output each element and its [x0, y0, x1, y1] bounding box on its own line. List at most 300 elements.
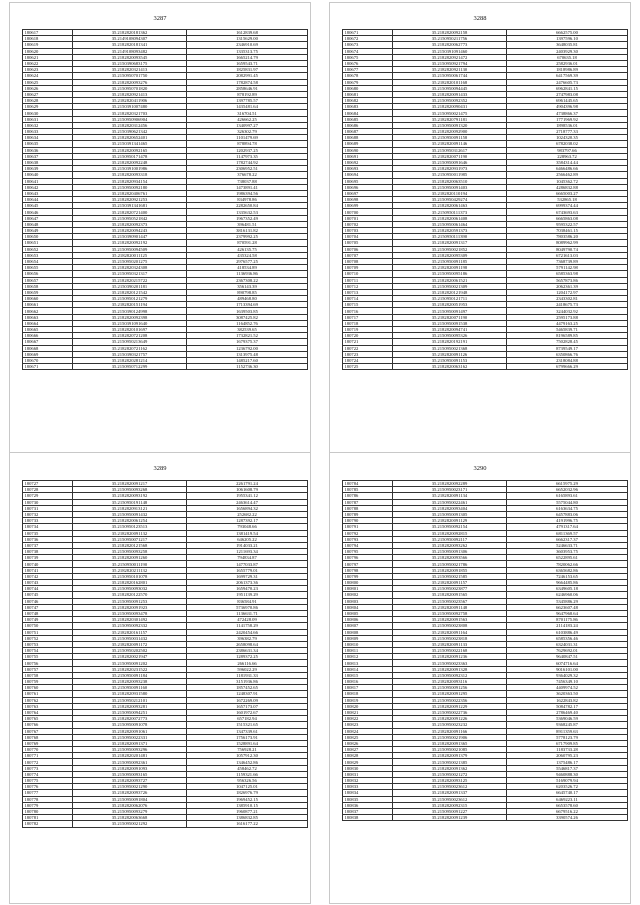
coordinate-cell: 35.2150950171478	[73, 153, 187, 159]
document-page	[329, 452, 631, 904]
coordinate-cell: 35.2182820091317	[393, 240, 507, 246]
row-id-cell: 180685	[343, 116, 393, 122]
value-cell: 376678.22	[187, 172, 308, 178]
coordinate-cell: 35.2182820093545	[73, 54, 187, 60]
value-cell: 6811369.57	[507, 530, 628, 536]
row-id-cell: 180661	[23, 302, 73, 308]
row-id-cell: 180657	[23, 277, 73, 283]
coordinate-cell: 35.2150950111373	[393, 209, 507, 215]
value-cell: 1771969.92	[507, 116, 628, 122]
coordinate-cell: 35.2150950121279	[73, 296, 187, 302]
coordinate-cell: 35.2182820091239	[393, 815, 507, 821]
row-id-cell: 180744	[23, 586, 73, 592]
coordinate-cell: 35.2150950023567	[393, 598, 507, 604]
row-id-cell: 180731	[23, 505, 73, 511]
row-id-cell: 180732	[23, 511, 73, 517]
row-id-cell: 180802	[343, 592, 393, 598]
coordinate-cell: 35.2150950093296	[73, 747, 187, 753]
coordinate-cell: 35.2182820093281	[73, 703, 187, 709]
coordinate-cell: 35.2150391091640	[73, 320, 187, 326]
coordinate-cell: 35.2150391341465	[73, 141, 187, 147]
coordinate-cell: 35.2150950094509	[73, 246, 187, 252]
coordinate-cell: 35.2150950906904	[73, 116, 187, 122]
row-id-cell: 180760	[23, 685, 73, 691]
coordinate-cell: 35.2182820092373	[73, 221, 187, 227]
row-id-cell: 180816	[343, 679, 393, 685]
row-id-cell: 180794	[343, 542, 393, 548]
value-cell: 458462.72	[187, 765, 308, 771]
value-cell: 382539.65	[187, 327, 308, 333]
row-id-cell: 180646	[23, 209, 73, 215]
value-cell: 6653578.60	[507, 802, 628, 808]
value-cell: 1826976.79	[187, 790, 308, 796]
coordinate-cell: 35.2182820091126	[393, 351, 507, 357]
coordinate-cell: 35.2182820092248	[73, 159, 187, 165]
coordinate-cell: 35.2182820181362	[73, 30, 187, 36]
value-cell: 6349605.18	[507, 586, 628, 592]
row-id-cell: 180812	[343, 654, 393, 660]
coordinate-cell: 35.2182820091337	[393, 790, 507, 796]
row-id-cell: 180693	[343, 166, 393, 172]
data-table	[342, 480, 628, 821]
row-id-cell: 180629	[23, 104, 73, 110]
row-id-cell: 180740	[23, 561, 73, 567]
coordinate-cell: 35.2182820921472	[393, 54, 507, 60]
coordinate-cell: 35.2182820063510	[393, 178, 507, 184]
value-cell: 228963.72	[507, 153, 628, 159]
row-id-cell: 180645	[23, 203, 73, 209]
coordinate-cell: 35.2150950092312	[393, 672, 507, 678]
row-id-cell: 180825	[343, 734, 393, 740]
row-id-cell: 180743	[23, 580, 73, 586]
coordinate-cell: 35.2150950023363	[393, 660, 507, 666]
coordinate-cell: 35.2150950021368	[393, 345, 507, 351]
row-id-cell: 180697	[343, 190, 393, 196]
value-cell: 756928.21	[187, 747, 308, 753]
value-cell: 6469223.11	[507, 796, 628, 802]
row-id-cell: 180741	[23, 567, 73, 573]
row-id-cell: 180671	[23, 364, 73, 370]
coordinate-cell: 35.2150391007480	[73, 104, 187, 110]
value-cell: 3087425.82	[187, 314, 308, 320]
row-id-cell: 180814	[343, 666, 393, 672]
value-cell: 6615975.29	[507, 481, 628, 487]
row-id-cell: 180647	[23, 215, 73, 221]
row-id-cell: 180719	[343, 327, 393, 333]
value-cell: 4738866.37	[507, 110, 628, 116]
row-id-cell: 180729	[23, 493, 73, 499]
row-id-cell: 180774	[23, 771, 73, 777]
value-cell: 6522895.61	[507, 555, 628, 561]
page-number: 3287	[153, 15, 167, 22]
coordinate-cell: 35.2182820095309	[393, 252, 507, 258]
row-id-cell: 180678	[343, 73, 393, 79]
coordinate-cell: 35.2182820061463	[393, 203, 507, 209]
row-id-cell: 180734	[23, 524, 73, 530]
row-id-cell: 180692	[343, 159, 393, 165]
row-id-cell: 180770	[23, 747, 73, 753]
value-cell: 3603953.75	[507, 549, 628, 555]
row-id-cell: 180780	[23, 808, 73, 814]
value-cell: 7502828.45	[507, 339, 628, 345]
row-id-cell: 180699	[343, 203, 393, 209]
coordinate-cell: 35.2182820931973	[393, 166, 507, 172]
coordinate-cell: 35.2182820093276	[73, 79, 187, 85]
value-cell: 4479163.25	[507, 320, 628, 326]
value-cell: 834978.86	[187, 197, 308, 203]
row-id-cell: 180706	[343, 246, 393, 252]
coordinate-cell: 35.2182820091133	[393, 641, 507, 647]
row-id-cell: 180795	[343, 549, 393, 555]
value-cell: 1147973.35	[187, 153, 308, 159]
value-cell: 6585356.46	[507, 635, 628, 641]
row-id-cell: 180736	[23, 536, 73, 542]
row-id-cell: 180717	[343, 314, 393, 320]
table-body	[343, 30, 628, 370]
value-cell: 4191996.75	[507, 518, 628, 524]
coordinate-cell: 35.2182820101697	[73, 327, 187, 333]
coordinate-cell: 35.2182820122570	[73, 592, 187, 598]
coordinate-cell: 35.2182820091148	[393, 604, 507, 610]
row-id-cell: 180686	[343, 122, 393, 128]
row-id-cell: 180636	[23, 147, 73, 153]
coordinate-cell: 35.2150950091256	[393, 685, 507, 691]
row-id-cell: 180813	[343, 660, 393, 666]
data-table	[22, 480, 308, 828]
coordinate-cell: 35.2150950022461	[393, 499, 507, 505]
value-cell: 1622843.82	[507, 697, 628, 703]
row-id-cell: 180668	[23, 345, 73, 351]
row-id-cell: 180628	[23, 98, 73, 104]
row-id-cell: 180752	[23, 635, 73, 641]
value-cell: 316704.51	[187, 110, 308, 116]
value-cell: 596022.29	[187, 666, 308, 672]
coordinate-cell: 35.2182820093192	[73, 493, 187, 499]
value-cell: 6665003.27	[507, 190, 628, 196]
coordinate-cell: 35.2150950093268	[73, 487, 187, 493]
value-cell: 426135.75	[187, 246, 308, 252]
value-cell: 396382.79	[187, 635, 308, 641]
coordinate-cell: 35.2150950011985	[393, 172, 507, 178]
coordinate-cell: 35.2182820211132	[73, 567, 187, 573]
value-cell: 1672269.09	[187, 697, 308, 703]
coordinate-cell: 35.2182820090431	[393, 104, 507, 110]
coordinate-cell: 35.2182820093726	[73, 790, 187, 796]
value-cell: 1340997.27	[187, 122, 308, 128]
coordinate-cell: 35.2182820301492	[73, 617, 187, 623]
coordinate-cell: 35.2150950712299	[73, 364, 187, 370]
value-cell: 4409974.52	[507, 685, 628, 691]
row-id-cell: 180791	[343, 524, 393, 530]
row-id-cell: 180643	[23, 190, 73, 196]
row-id-cell: 180787	[343, 499, 393, 505]
coordinate-cell: 35.2150390124998	[73, 308, 187, 314]
value-cell: 2595173.88	[507, 314, 628, 320]
value-cell: 1435481.64	[187, 104, 308, 110]
coordinate-cell: 35.2150950023612	[393, 796, 507, 802]
value-cell: 1986394.56	[187, 190, 308, 196]
coordinate-cell: 35.2150950093032	[73, 586, 187, 592]
row-id-cell: 180624	[23, 73, 73, 79]
value-cell: 1347339.61	[187, 728, 308, 734]
coordinate-cell: 35.2150950091320	[393, 122, 507, 128]
row-id-cell: 180782	[23, 821, 73, 827]
coordinate-cell: 35.2182820091217	[73, 481, 187, 487]
coordinate-cell: 35.2182820215722	[73, 277, 187, 283]
coordinate-cell: 35.2150950312617	[393, 147, 507, 153]
coordinate-cell: 35.2150950021786	[393, 561, 507, 567]
row-id-cell: 180824	[343, 728, 393, 734]
row-id-cell: 180654	[23, 258, 73, 264]
value-cell: 2786469.40	[507, 709, 628, 715]
value-cell: 5369046.59	[507, 716, 628, 722]
value-cell: 6645740.17	[507, 790, 628, 796]
value-cell: 326302.79	[187, 129, 308, 135]
value-cell: 418534.89	[187, 265, 308, 271]
coordinate-cell: 35.2150950201275	[73, 258, 187, 264]
row-id-cell: 180771	[23, 753, 73, 759]
coordinate-cell: 35.2182820162801	[73, 580, 187, 586]
row-id-cell: 180728	[23, 487, 73, 493]
row-id-cell: 180818	[343, 691, 393, 697]
row-id-cell: 180642	[23, 184, 73, 190]
value-cell: 1914033.21	[187, 542, 308, 548]
coordinate-cell: 35.2182820091132	[73, 530, 187, 536]
coordinate-cell: 35.2182820192191	[393, 339, 507, 345]
row-id-cell: 180707	[343, 252, 393, 258]
row-id-cell: 180801	[343, 586, 393, 592]
row-id-cell: 180790	[343, 518, 393, 524]
coordinate-cell: 35.2150950021585	[393, 573, 507, 579]
row-id-cell: 180662	[23, 308, 73, 314]
row-id-cell: 180826	[343, 740, 393, 746]
row-id-cell: 180682	[343, 98, 393, 104]
coordinate-cell: 35.2150950321317	[73, 271, 187, 277]
row-id-cell: 180704	[343, 234, 393, 240]
value-cell: 1057912.30	[187, 753, 308, 759]
row-id-cell: 180777	[23, 790, 73, 796]
row-id-cell: 180640	[23, 172, 73, 178]
coordinate-cell: 35.2150950092758	[393, 610, 507, 616]
value-cell: 6457883.06	[507, 511, 628, 517]
row-id-cell: 180815	[343, 672, 393, 678]
coordinate-cell: 35.2182820091134	[393, 493, 507, 499]
value-cell: 2346910.69	[187, 42, 308, 48]
value-cell: 2282650.84	[187, 203, 308, 209]
value-cell: 1656894.32	[187, 505, 308, 511]
coordinate-cell: 35.2182820091061	[73, 728, 187, 734]
coordinate-cell: 35.2182820201481	[73, 753, 187, 759]
document-page	[329, 2, 631, 454]
row-id-cell: 180626	[23, 85, 73, 91]
value-cell: 670635.18	[507, 54, 628, 60]
coordinate-cell: 35.2150950211756	[393, 36, 507, 42]
row-id-cell: 180819	[343, 697, 393, 703]
coordinate-cell: 35.2150390683175	[73, 60, 187, 66]
coordinate-cell: 35.2182820791181	[393, 116, 507, 122]
row-id-cell: 180683	[343, 104, 393, 110]
value-cell: 8049790.74	[507, 246, 628, 252]
value-cell: 1612839.68	[187, 30, 308, 36]
value-cell: 1335313.75	[187, 48, 308, 54]
row-id-cell: 180714	[343, 296, 393, 302]
row-id-cell: 180635	[23, 141, 73, 147]
coordinate-cell: 35.2150950022168	[393, 648, 507, 654]
coordinate-cell: 35.2182820281214	[73, 357, 187, 363]
row-id-cell: 180674	[343, 48, 393, 54]
row-id-cell: 180817	[343, 685, 393, 691]
row-id-cell: 180634	[23, 135, 73, 141]
value-cell: 2343302.81	[507, 296, 628, 302]
value-cell: 2718777.33	[507, 129, 628, 135]
row-id-cell: 180776	[23, 784, 73, 790]
row-id-cell: 180809	[343, 635, 393, 641]
coordinate-cell: 35.2150950095326	[393, 333, 507, 339]
coordinate-cell: 35.2182820934154	[73, 178, 187, 184]
row-id-cell: 180712	[343, 283, 393, 289]
row-id-cell: 180691	[343, 153, 393, 159]
value-cell: 6163634.75	[507, 505, 628, 511]
coordinate-cell: 35.2182820093116	[393, 679, 507, 685]
row-id-cell: 180721	[343, 339, 393, 345]
coordinate-cell: 35.2182820091166	[393, 728, 507, 734]
row-id-cell: 180827	[343, 747, 393, 753]
row-id-cell: 180789	[343, 511, 393, 517]
row-id-cell: 180775	[23, 778, 73, 784]
value-cell: 1756173.91	[187, 734, 308, 740]
coordinate-cell: 35.2150950023818	[393, 635, 507, 641]
coordinate-cell: 35.2149108093482	[73, 48, 187, 54]
coordinate-cell: 35.2150950021852	[393, 246, 507, 252]
row-id-cell: 180673	[343, 42, 393, 48]
row-id-cell: 180684	[343, 110, 393, 116]
coordinate-cell: 35.2150950091185	[393, 258, 507, 264]
value-cell: 1969452.15	[187, 796, 308, 802]
value-cell: 1287392.17	[187, 518, 308, 524]
value-cell: 5736970.86	[187, 604, 308, 610]
coordinate-cell: 35.2182820093566	[393, 555, 507, 561]
coordinate-cell: 35.2150950213649	[73, 339, 187, 345]
coordinate-cell: 35.2150950191148	[73, 499, 187, 505]
value-cell: 7820062.66	[507, 561, 628, 567]
value-cell: 870591.28	[187, 240, 308, 246]
value-cell: 6350866.76	[507, 351, 628, 357]
value-cell: 738037.88	[187, 178, 308, 184]
row-id-cell: 180633	[23, 129, 73, 135]
value-cell: 1967352.49	[187, 215, 308, 221]
table-row	[23, 364, 308, 370]
coordinate-cell: 35.2182820094741	[393, 327, 507, 333]
coordinate-cell: 35.2150390321757	[73, 351, 187, 357]
value-cell: 5246633.71	[507, 542, 628, 548]
row-id-cell: 180648	[23, 221, 73, 227]
value-cell: 2420454.66	[187, 629, 308, 635]
row-id-cell: 180687	[343, 129, 393, 135]
coordinate-cell: 35.2150950093258	[73, 549, 187, 555]
coordinate-cell: 35.2150390621342	[73, 129, 187, 135]
coordinate-cell: 35.2150950091160	[73, 685, 187, 691]
coordinate-cell: 35.2150950091305	[393, 511, 507, 517]
table-body	[343, 481, 628, 821]
coordinate-cell: 35.2182820091379	[393, 753, 507, 759]
row-id-cell: 180804	[343, 604, 393, 610]
value-cell: 6652032.96	[507, 487, 628, 493]
value-cell: 6324031.31	[507, 641, 628, 647]
value-cell: 890798.85	[187, 289, 308, 295]
coordinate-cell: 35.2182820091563	[393, 617, 507, 623]
row-id-cell: 180759	[23, 679, 73, 685]
row-id-cell: 180797	[343, 561, 393, 567]
value-cell: 5575044.80	[507, 499, 628, 505]
coordinate-cell: 35.2150950021309	[393, 283, 507, 289]
value-cell: 2386631.34	[187, 648, 308, 654]
coordinate-cell: 35.2182820011125	[73, 252, 187, 258]
value-cell: 9664485.86	[507, 580, 628, 586]
value-cell: 1313975.48	[187, 351, 308, 357]
row-id-cell: 180660	[23, 296, 73, 302]
value-cell: 1713394.69	[187, 302, 308, 308]
row-id-cell: 180690	[343, 147, 393, 153]
row-id-cell: 180711	[343, 277, 393, 283]
value-cell: 4286832.88	[507, 184, 628, 190]
value-cell: 7456349.10	[507, 679, 628, 685]
value-cell: 2379992.25	[187, 234, 308, 240]
row-id-cell: 180652	[23, 246, 73, 252]
row-id-cell: 180637	[23, 153, 73, 159]
value-cell: 1136936.86	[187, 271, 308, 277]
coordinate-cell: 35.2150950921794	[393, 60, 507, 66]
row-id-cell: 180679	[343, 79, 393, 85]
row-id-cell: 180703	[343, 228, 393, 234]
coordinate-cell: 35.2150950202502	[73, 648, 187, 654]
coordinate-cell: 35.2182820181341	[73, 42, 187, 48]
value-cell: 1024320.35	[507, 135, 628, 141]
value-cell: 7368739.89	[507, 258, 628, 264]
coordinate-cell: 35.2150391001986	[73, 166, 187, 172]
row-id-cell: 180696	[343, 184, 393, 190]
coordinate-cell: 35.2182820091164	[393, 629, 507, 635]
row-id-cell: 180811	[343, 648, 393, 654]
row-id-cell: 180676	[343, 60, 393, 66]
row-id-cell: 180641	[23, 178, 73, 184]
value-cell: 5465839.71	[507, 327, 628, 333]
value-cell: 435324.58	[187, 252, 308, 258]
value-cell: 6365682.86	[507, 567, 628, 573]
coordinate-cell: 35.2182820121568	[73, 542, 187, 548]
value-cell: 7629692.01	[507, 648, 628, 654]
coordinate-cell: 35.2182820151194	[73, 302, 187, 308]
value-cell: 2418675.73	[507, 302, 628, 308]
value-cell: 266116.66	[187, 660, 308, 666]
value-cell: 489468.80	[187, 296, 308, 302]
coordinate-cell: 35.2150950111390	[393, 234, 507, 240]
page-number: 3288	[473, 15, 487, 22]
coordinate-cell: 35.2182820324308	[73, 265, 187, 271]
row-id-cell: 180702	[343, 221, 393, 227]
row-id-cell: 180670	[23, 357, 73, 363]
coordinate-cell: 35.2182820121542	[73, 289, 187, 295]
coordinate-cell: 35.2150950101078	[73, 573, 187, 579]
coordinate-cell: 35.2150950023877	[393, 586, 507, 592]
row-id-cell: 180718	[343, 320, 393, 326]
value-cell: 5345886.29	[507, 598, 628, 604]
value-cell: 472428.09	[187, 617, 308, 623]
value-cell: 1141758.29	[187, 623, 308, 629]
table-row	[343, 815, 628, 821]
coordinate-cell: 35.2182820091172	[73, 641, 187, 647]
row-id-cell: 180653	[23, 252, 73, 258]
coordinate-cell: 35.2150950023171	[393, 487, 507, 493]
